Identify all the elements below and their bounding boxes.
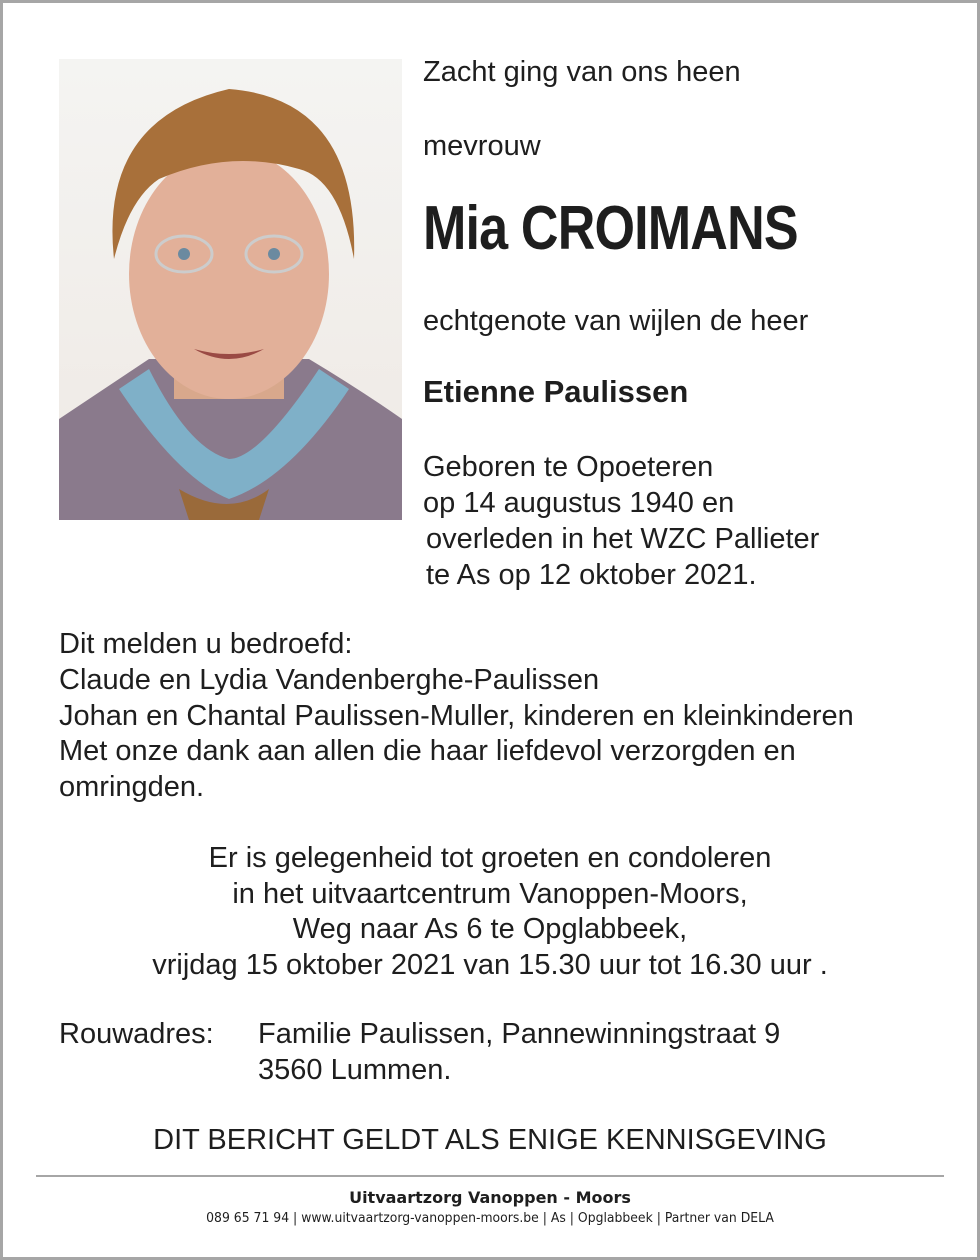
family-line: Claude en Lydia Vandenberghe-Paulissen <box>59 664 600 696</box>
birth-date-line: op 14 augustus 1940 en <box>423 487 735 519</box>
family-line: Dit melden u bedroefd: <box>59 628 353 660</box>
relation-text: echtgenote van wijlen de heer <box>423 305 809 337</box>
condolence-line: Er is gelegenheid tot groeten en condoleren <box>208 842 772 874</box>
footer-company: Uitvaartzorg Vanoppen - Moors <box>349 1188 631 1207</box>
notice-text: DIT BERICHT GELDT ALS ENIGE KENNISGEVING <box>153 1124 827 1156</box>
spouse-name: Etienne Paulissen <box>423 374 689 409</box>
title-text: mevrouw <box>423 130 541 162</box>
deceased-name: Mia CROIMANS <box>423 194 798 263</box>
address-line: 3560 Lummen. <box>258 1054 452 1086</box>
family-line: Met onze dank aan allen die haar liefdevol verzorgden en <box>59 735 796 767</box>
address-label: Rouwadres: <box>59 1018 214 1050</box>
condolence-line: Weg naar As 6 te Opglabbeek, <box>292 913 688 945</box>
footer-contact: 089 65 71 94 | www.uitvaartzorg-vanoppen-moors.be | As | Opglabbeek | Partner van DELA <box>206 1210 774 1226</box>
death-line: overleden in het WZC Pallieter <box>426 523 820 555</box>
birth-line: Geboren te Opoeteren <box>423 451 714 483</box>
family-line: omringden. <box>59 771 205 803</box>
portrait-illustration <box>59 59 402 520</box>
address-line: Familie Paulissen, Pannewinningstraat 9 <box>258 1018 781 1050</box>
footer-divider <box>36 1175 944 1177</box>
condolence-line: in het uitvaartcentrum Vanoppen-Moors, <box>232 878 748 910</box>
family-line: Johan en Chantal Paulissen-Muller, kinderen en kleinkinderen <box>59 700 854 732</box>
condolence-line: vrijdag 15 oktober 2021 van 15.30 uur tot 16.30 uur . <box>152 949 828 981</box>
portrait-photo <box>59 59 402 520</box>
death-date-line: te As op 12 oktober 2021. <box>426 559 757 591</box>
intro-text: Zacht ging van ons heen <box>423 56 741 88</box>
